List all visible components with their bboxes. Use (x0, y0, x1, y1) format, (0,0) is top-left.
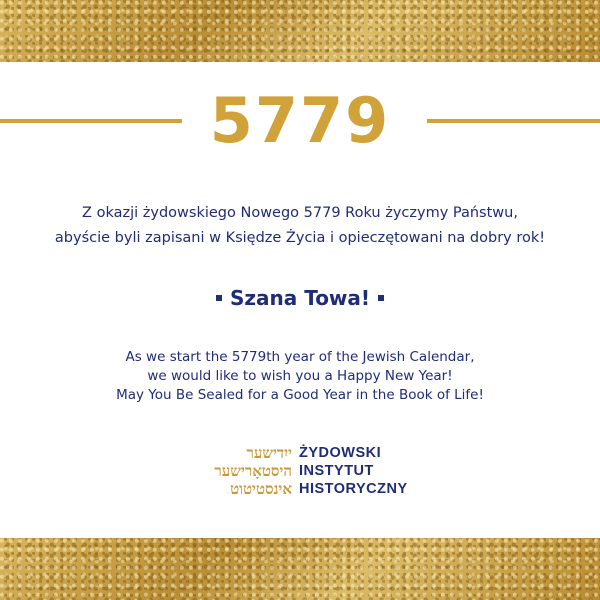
logo-polish-line: INSTYTUT (299, 463, 374, 479)
logo-polish-line: ŻYDOWSKI (299, 445, 382, 461)
polish-message (0, 201, 600, 251)
year-heading: 5779 (209, 84, 391, 157)
polish-message-line: Z okazji żydowskiego Nowego 5779 Roku życzymy Państwu, (82, 205, 518, 221)
english-message-line: we would like to wish you a Happy New Year! (147, 368, 453, 384)
gold-texture-band-top (0, 0, 600, 62)
english-message-line: As we start the 5779th year of the Jewish Calendar, (125, 349, 475, 365)
logo-hebrew-line: היסטאָרישער (214, 462, 292, 480)
logo-hebrew-line: ייִדישער (246, 444, 292, 462)
english-message-line: May You Be Sealed for a Good Year in the Book of Life! (116, 387, 484, 403)
polish-message-line: abyście byli zapisani w Księdze Życia i opieczętowani na dobry rok! (54, 230, 546, 246)
greeting (0, 284, 600, 312)
logo-hebrew-line: אינסטיטוט (230, 480, 292, 498)
english-message (0, 348, 600, 405)
institute-logo (0, 444, 600, 500)
greeting-text: Szana Towa! (229, 286, 371, 310)
square-bullet-icon (378, 295, 384, 301)
logo-polish-text (299, 444, 408, 498)
square-bullet-icon (216, 295, 222, 301)
gold-texture-band-bottom (0, 538, 600, 600)
logo-hebrew-text (214, 444, 292, 498)
logo-polish-line: HISTORYCZNY (299, 481, 408, 497)
decorative-rule-right (427, 119, 600, 123)
